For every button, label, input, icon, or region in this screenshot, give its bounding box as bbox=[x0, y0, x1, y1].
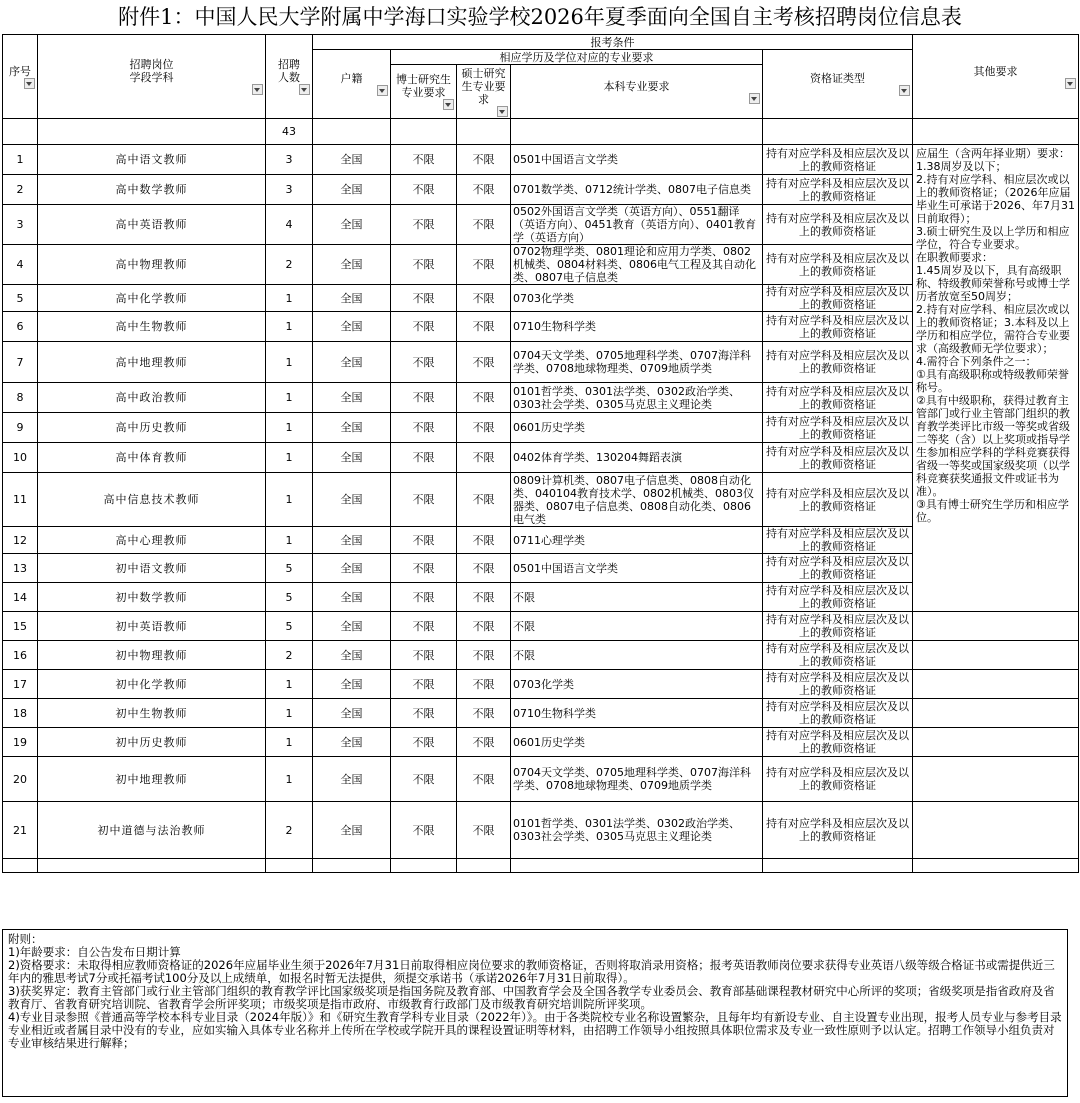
post-count: 1 bbox=[266, 342, 313, 383]
post-name: 初中数学教师 bbox=[38, 583, 266, 612]
post-name: 初中历史教师 bbox=[38, 728, 266, 757]
phd-req: 不限 bbox=[391, 802, 457, 859]
phd-req: 不限 bbox=[391, 670, 457, 699]
post-name: 初中地理教师 bbox=[38, 757, 266, 802]
post-name: 高中数学教师 bbox=[38, 175, 266, 205]
table-row bbox=[3, 612, 1079, 641]
phd-req: 不限 bbox=[391, 342, 457, 383]
total-cell-empty bbox=[391, 119, 457, 145]
household-req: 全国 bbox=[313, 205, 391, 245]
phd-req: 不限 bbox=[391, 413, 457, 443]
certificate-req: 持有对应学科及相应层次及以上的教师资格证 bbox=[763, 342, 913, 383]
post-name: 初中化学教师 bbox=[38, 670, 266, 699]
post-name: 高中政治教师 bbox=[38, 383, 266, 413]
certificate-req: 持有对应学科及相应层次及以上的教师资格证 bbox=[763, 285, 913, 312]
other-requirements-empty bbox=[913, 612, 1079, 641]
certificate-req: 持有对应学科及相应层次及以上的教师资格证 bbox=[763, 699, 913, 728]
recruitment-table bbox=[2, 34, 1079, 873]
post-name: 高中地理教师 bbox=[38, 342, 266, 383]
table-row bbox=[3, 757, 1079, 802]
header-count: 招聘 人数 bbox=[266, 35, 313, 119]
household-req: 全国 bbox=[313, 583, 391, 612]
master-req: 不限 bbox=[457, 145, 511, 175]
household-req: 全国 bbox=[313, 612, 391, 641]
master-req: 不限 bbox=[457, 757, 511, 802]
post-name: 初中道德与法治教师 bbox=[38, 802, 266, 859]
bachelor-major-req: 0711心理学类 bbox=[511, 527, 763, 554]
other-requirements-empty bbox=[913, 699, 1079, 728]
household-req: 全国 bbox=[313, 413, 391, 443]
blank-row bbox=[3, 859, 1079, 873]
household-req: 全国 bbox=[313, 175, 391, 205]
post-name: 高中物理教师 bbox=[38, 245, 266, 285]
row-number: 19 bbox=[3, 728, 38, 757]
post-name: 高中体育教师 bbox=[38, 443, 266, 473]
master-req: 不限 bbox=[457, 245, 511, 285]
household-req: 全国 bbox=[313, 670, 391, 699]
row-number: 16 bbox=[3, 641, 38, 670]
row-number: 11 bbox=[3, 473, 38, 527]
post-count: 2 bbox=[266, 641, 313, 670]
phd-req: 不限 bbox=[391, 205, 457, 245]
master-req: 不限 bbox=[457, 312, 511, 342]
row-number: 7 bbox=[3, 342, 38, 383]
header-household: 户籍 bbox=[313, 50, 391, 119]
total-cell-empty bbox=[38, 119, 266, 145]
filter-dropdown-icon[interactable] bbox=[252, 84, 263, 95]
post-count: 1 bbox=[266, 728, 313, 757]
household-req: 全国 bbox=[313, 641, 391, 670]
household-req: 全国 bbox=[313, 757, 391, 802]
post-count: 2 bbox=[266, 802, 313, 859]
household-req: 全国 bbox=[313, 699, 391, 728]
post-name: 初中英语教师 bbox=[38, 612, 266, 641]
row-number: 15 bbox=[3, 612, 38, 641]
total-cell-empty bbox=[313, 119, 391, 145]
master-req: 不限 bbox=[457, 728, 511, 757]
filter-dropdown-icon[interactable] bbox=[299, 84, 310, 95]
filter-dropdown-icon[interactable] bbox=[899, 85, 910, 96]
master-req: 不限 bbox=[457, 473, 511, 527]
other-requirements-empty bbox=[913, 728, 1079, 757]
blank-cell bbox=[457, 859, 511, 873]
total-cell-empty bbox=[763, 119, 913, 145]
master-req: 不限 bbox=[457, 641, 511, 670]
table-row bbox=[3, 802, 1079, 859]
phd-req: 不限 bbox=[391, 612, 457, 641]
post-count: 5 bbox=[266, 612, 313, 641]
other-requirements-empty bbox=[913, 641, 1079, 670]
row-number: 17 bbox=[3, 670, 38, 699]
post-count: 5 bbox=[266, 554, 313, 583]
phd-req: 不限 bbox=[391, 728, 457, 757]
bachelor-major-req: 0101哲学类、0301法学类、0302政治学类、0303社会学类、0305马克思主义理论类 bbox=[511, 802, 763, 859]
master-req: 不限 bbox=[457, 205, 511, 245]
filter-dropdown-icon[interactable] bbox=[443, 99, 454, 110]
row-number: 2 bbox=[3, 175, 38, 205]
household-req: 全国 bbox=[313, 443, 391, 473]
row-number: 20 bbox=[3, 757, 38, 802]
phd-req: 不限 bbox=[391, 312, 457, 342]
phd-req: 不限 bbox=[391, 383, 457, 413]
header-seq: 序号 bbox=[3, 35, 38, 119]
row-number: 10 bbox=[3, 443, 38, 473]
certificate-req: 持有对应学科及相应层次及以上的教师资格证 bbox=[763, 245, 913, 285]
phd-req: 不限 bbox=[391, 527, 457, 554]
row-number: 3 bbox=[3, 205, 38, 245]
header-post: 招聘岗位 学段学科 bbox=[38, 35, 266, 119]
bachelor-major-req: 不限 bbox=[511, 612, 763, 641]
row-number: 6 bbox=[3, 312, 38, 342]
master-req: 不限 bbox=[457, 413, 511, 443]
total-cell-empty bbox=[913, 119, 1079, 145]
other-requirements-empty bbox=[913, 757, 1079, 802]
household-req: 全国 bbox=[313, 802, 391, 859]
header-cert: 资格证类型 bbox=[763, 50, 913, 119]
row-number: 12 bbox=[3, 527, 38, 554]
post-count: 1 bbox=[266, 383, 313, 413]
certificate-req: 持有对应学科及相应层次及以上的教师资格证 bbox=[763, 312, 913, 342]
total-cell-empty bbox=[3, 119, 38, 145]
certificate-req: 持有对应学科及相应层次及以上的教师资格证 bbox=[763, 612, 913, 641]
post-count: 1 bbox=[266, 527, 313, 554]
note-qualification: 2)资格要求：未取得相应教师资格证的2026年应届毕业生须于2026年7月31日前取得相应岗位要求的教师资格证，否则将取消录用资格；报考英语教师岗位要求获得专业英语八级等级合格证书或需提供近三年内的雅思考试7分或托福考试100分及以上成绩单，如报名时暂无法提供，须提交承诺书（承诺2026年7月31日前取得）。 bbox=[8, 958, 1055, 985]
certificate-req: 持有对应学科及相应层次及以上的教师资格证 bbox=[763, 443, 913, 473]
post-count: 2 bbox=[266, 245, 313, 285]
post-name: 初中物理教师 bbox=[38, 641, 266, 670]
notes-heading: 附则： bbox=[8, 932, 43, 946]
post-name: 初中生物教师 bbox=[38, 699, 266, 728]
bachelor-major-req: 0704天文学类、0705地理科学类、0707海洋科学类、0708地球物理类、0709地质学类 bbox=[511, 342, 763, 383]
household-req: 全国 bbox=[313, 554, 391, 583]
bachelor-major-req: 0703化学类 bbox=[511, 670, 763, 699]
table-row bbox=[3, 145, 1079, 175]
post-name: 高中历史教师 bbox=[38, 413, 266, 443]
row-number: 13 bbox=[3, 554, 38, 583]
header-master: 硕士研究生专业要求 bbox=[457, 65, 511, 119]
table-row bbox=[3, 728, 1079, 757]
post-count: 1 bbox=[266, 699, 313, 728]
post-count: 1 bbox=[266, 757, 313, 802]
blank-cell bbox=[3, 859, 38, 873]
phd-req: 不限 bbox=[391, 473, 457, 527]
filter-dropdown-icon[interactable] bbox=[497, 106, 508, 117]
phd-req: 不限 bbox=[391, 285, 457, 312]
header-edu-group: 相应学历及学位对应的专业要求 bbox=[391, 50, 763, 65]
bachelor-major-req: 0710生物科学类 bbox=[511, 312, 763, 342]
household-req: 全国 bbox=[313, 285, 391, 312]
household-req: 全国 bbox=[313, 473, 391, 527]
filter-dropdown-icon[interactable] bbox=[1065, 78, 1076, 89]
household-req: 全国 bbox=[313, 728, 391, 757]
bachelor-major-req: 0704天文学类、0705地理科学类、0707海洋科学类、0708地球物理类、0709地质学类 bbox=[511, 757, 763, 802]
bachelor-major-req: 0809计算机类、0807电子信息类、0808自动化类、040104教育技术学、0802机械类、0803仪器类、0807电子信息类、0808自动化类、0806电气类 bbox=[511, 473, 763, 527]
post-name: 高中信息技术教师 bbox=[38, 473, 266, 527]
bachelor-major-req: 不限 bbox=[511, 583, 763, 612]
bachelor-major-req: 0702物理学类、0801理论和应用力学类、0802机械类、0804材料类、0806电气工程及其自动化类、0807电子信息类 bbox=[511, 245, 763, 285]
phd-req: 不限 bbox=[391, 641, 457, 670]
master-req: 不限 bbox=[457, 583, 511, 612]
household-req: 全国 bbox=[313, 342, 391, 383]
master-req: 不限 bbox=[457, 285, 511, 312]
certificate-req: 持有对应学科及相应层次及以上的教师资格证 bbox=[763, 757, 913, 802]
blank-cell bbox=[313, 859, 391, 873]
appendix-notes bbox=[2, 929, 1068, 1097]
blank-cell bbox=[38, 859, 266, 873]
bachelor-major-req: 0402体育学类、130204舞蹈表演 bbox=[511, 443, 763, 473]
total-count: 43 bbox=[266, 119, 313, 145]
filter-dropdown-icon[interactable] bbox=[377, 85, 388, 96]
bachelor-major-req: 0601历史学类 bbox=[511, 413, 763, 443]
master-req: 不限 bbox=[457, 175, 511, 205]
header-phd: 博士研究生专业要求 bbox=[391, 65, 457, 119]
phd-req: 不限 bbox=[391, 443, 457, 473]
row-number: 5 bbox=[3, 285, 38, 312]
post-count: 1 bbox=[266, 285, 313, 312]
phd-req: 不限 bbox=[391, 757, 457, 802]
certificate-req: 持有对应学科及相应层次及以上的教师资格证 bbox=[763, 473, 913, 527]
certificate-req: 持有对应学科及相应层次及以上的教师资格证 bbox=[763, 728, 913, 757]
note-awards: 3)获奖界定：教育主管部门或行业主管部门组织的教育教学评比国家级奖项是指国务院及教育部、中国教育学会及全国各教学专业委员会、教育部基础课程教材研究中心所评的奖项；省级奖项是指省政府及省教育厅、省教育研究培训院、省教育学会所评奖项；市级奖项是指市政府、市级教育行政部门及市级教育研究培训院所评奖项。 bbox=[8, 984, 1055, 1011]
post-name: 高中语文教师 bbox=[38, 145, 266, 175]
other-requirements: 应届生（含两年择业期）要求： 1.38周岁及以下； 2.持有对应学科、相应层次或以上的教师资格证；（2026年应届毕业生可承诺于2026、年7月31日前取得）； 3.硕士研究生及以上学历和相应学位，符合专业要求。 在职教师要求： 1.45周岁及以下，具有高级职称、特级教师荣誉称号或博士学历者放宽至50周岁； 2.持有对应学科、相应层次或以上的教师资格证；3.本科及以上学历和相应学位，需符合专业要求（高级教师无学位要求）； 4.需符合下列条件之一： ①具有高级职称或特级教师荣誉称号。 ②具有中级职称，获得过教育主管部门或行业主管部门组织的教育教学类评比市级一等奖或省级二等奖（含）以上奖项或指导学生参加相应学科的学科竞赛获得省级一等奖或国家级奖项（以学科竞赛获奖通报文件或证书为准）。 ③具有博士研究生学历和相应学位。 bbox=[913, 145, 1079, 612]
master-req: 不限 bbox=[457, 443, 511, 473]
phd-req: 不限 bbox=[391, 175, 457, 205]
household-req: 全国 bbox=[313, 245, 391, 285]
certificate-req: 持有对应学科及相应层次及以上的教师资格证 bbox=[763, 554, 913, 583]
total-cell-empty bbox=[457, 119, 511, 145]
household-req: 全国 bbox=[313, 383, 391, 413]
row-number: 8 bbox=[3, 383, 38, 413]
certificate-req: 持有对应学科及相应层次及以上的教师资格证 bbox=[763, 205, 913, 245]
blank-cell bbox=[763, 859, 913, 873]
blank-cell bbox=[391, 859, 457, 873]
certificate-req: 持有对应学科及相应层次及以上的教师资格证 bbox=[763, 802, 913, 859]
certificate-req: 持有对应学科及相应层次及以上的教师资格证 bbox=[763, 583, 913, 612]
bachelor-major-req: 0701数学类、0712统计学类、0807电子信息类 bbox=[511, 175, 763, 205]
bachelor-major-req: 0703化学类 bbox=[511, 285, 763, 312]
bachelor-major-req: 不限 bbox=[511, 641, 763, 670]
household-req: 全国 bbox=[313, 312, 391, 342]
row-number: 14 bbox=[3, 583, 38, 612]
certificate-req: 持有对应学科及相应层次及以上的教师资格证 bbox=[763, 527, 913, 554]
post-name: 初中语文教师 bbox=[38, 554, 266, 583]
bachelor-major-req: 0501中国语言文学类 bbox=[511, 145, 763, 175]
blank-cell bbox=[266, 859, 313, 873]
row-number: 9 bbox=[3, 413, 38, 443]
certificate-req: 持有对应学科及相应层次及以上的教师资格证 bbox=[763, 413, 913, 443]
bachelor-major-req: 0501中国语言文学类 bbox=[511, 554, 763, 583]
master-req: 不限 bbox=[457, 383, 511, 413]
bachelor-major-req: 0601历史学类 bbox=[511, 728, 763, 757]
master-req: 不限 bbox=[457, 342, 511, 383]
note-majors: 4)专业目录参照《普通高等学校本科专业目录（2024年版）》和《研究生教育学科专业目录（2022年）》。由于各类院校专业名称设置繁杂，且每年均有新设专业、自主设置专业出现，报考人员专业与参考目录专业相近或者属目录中没有的专业，应如实输入具体专业名称并上传所在学校或学院开具的课程设置证明等材料，由招聘工作领导小组按照具体职位需求及专业一致性原则予以认定。招聘工作领导小组负责对专业审核结果进行解释； bbox=[8, 1010, 1062, 1050]
master-req: 不限 bbox=[457, 802, 511, 859]
bachelor-major-req: 0710生物科学类 bbox=[511, 699, 763, 728]
certificate-req: 持有对应学科及相应层次及以上的教师资格证 bbox=[763, 670, 913, 699]
master-req: 不限 bbox=[457, 699, 511, 728]
post-count: 3 bbox=[266, 175, 313, 205]
row-number: 1 bbox=[3, 145, 38, 175]
household-req: 全国 bbox=[313, 145, 391, 175]
header-bachelor: 本科专业要求 bbox=[511, 65, 763, 119]
phd-req: 不限 bbox=[391, 145, 457, 175]
phd-req: 不限 bbox=[391, 245, 457, 285]
post-count: 1 bbox=[266, 443, 313, 473]
post-count: 1 bbox=[266, 670, 313, 699]
post-count: 3 bbox=[266, 145, 313, 175]
post-count: 4 bbox=[266, 205, 313, 245]
filter-dropdown-icon[interactable] bbox=[749, 93, 760, 104]
table-row bbox=[3, 641, 1079, 670]
master-req: 不限 bbox=[457, 527, 511, 554]
post-name: 高中生物教师 bbox=[38, 312, 266, 342]
post-count: 5 bbox=[266, 583, 313, 612]
table-row bbox=[3, 670, 1079, 699]
bachelor-major-req: 0502外国语言文学类（英语方向）、0551翻译（英语方向）、0451教育（英语方向）、0401教育学（英语方向） bbox=[511, 205, 763, 245]
master-req: 不限 bbox=[457, 554, 511, 583]
phd-req: 不限 bbox=[391, 583, 457, 612]
post-count: 1 bbox=[266, 473, 313, 527]
note-age: 1)年龄要求：自公告发布日期计算 bbox=[8, 945, 181, 959]
blank-cell bbox=[913, 859, 1079, 873]
other-requirements-empty bbox=[913, 670, 1079, 699]
master-req: 不限 bbox=[457, 670, 511, 699]
filter-dropdown-icon[interactable] bbox=[24, 78, 35, 89]
post-count: 1 bbox=[266, 413, 313, 443]
total-cell-empty bbox=[511, 119, 763, 145]
blank-cell bbox=[511, 859, 763, 873]
row-number: 18 bbox=[3, 699, 38, 728]
header-other: 其他要求 bbox=[913, 35, 1079, 119]
certificate-req: 持有对应学科及相应层次及以上的教师资格证 bbox=[763, 383, 913, 413]
phd-req: 不限 bbox=[391, 699, 457, 728]
document-title: 附件1：中国人民大学附属中学海口实验学校2026年夏季面向全国自主考核招聘岗位信息表 bbox=[118, 5, 962, 29]
post-name: 高中心理教师 bbox=[38, 527, 266, 554]
post-name: 高中英语教师 bbox=[38, 205, 266, 245]
post-count: 1 bbox=[266, 312, 313, 342]
post-name: 高中化学教师 bbox=[38, 285, 266, 312]
header-conditions: 报考条件 bbox=[313, 35, 913, 50]
row-number: 21 bbox=[3, 802, 38, 859]
bachelor-major-req: 0101哲学类、0301法学类、0302政治学类、0303社会学类、0305马克思主义理论类 bbox=[511, 383, 763, 413]
phd-req: 不限 bbox=[391, 554, 457, 583]
household-req: 全国 bbox=[313, 527, 391, 554]
certificate-req: 持有对应学科及相应层次及以上的教师资格证 bbox=[763, 175, 913, 205]
certificate-req: 持有对应学科及相应层次及以上的教师资格证 bbox=[763, 641, 913, 670]
table-row bbox=[3, 699, 1079, 728]
master-req: 不限 bbox=[457, 612, 511, 641]
other-requirements-empty bbox=[913, 802, 1079, 859]
certificate-req: 持有对应学科及相应层次及以上的教师资格证 bbox=[763, 145, 913, 175]
row-number: 4 bbox=[3, 245, 38, 285]
